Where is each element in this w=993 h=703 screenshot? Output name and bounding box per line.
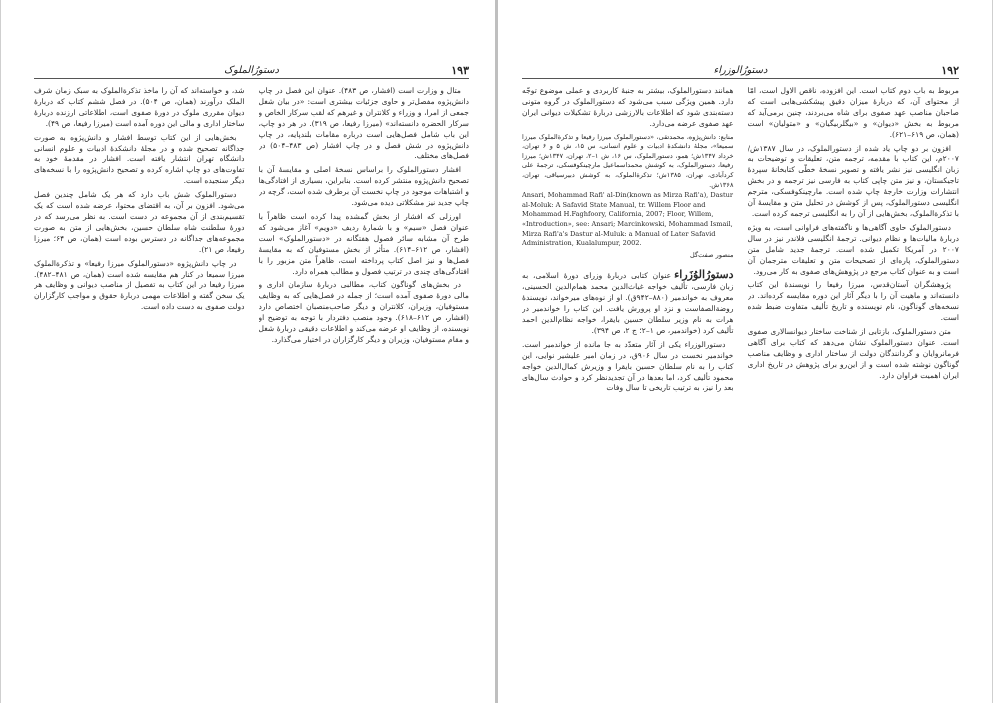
sources-persian — [522, 133, 734, 191]
paragraph: در چاپ دانش‌پژوه «دستورالملوک میرزا رفیعا» و تذکرةالملوک میرزا سمیعا در کنار هم مقایسه شده است (همان، ص ۴۸۱–۴۸۲). میرزا رفیعا در این کتاب به تفصیل از مناصب دیوانی و وظایف هر یک سخن گفته و اطلاعات مهمی دربارهٔ حقوق و مواجب کارگزاران دولت صفوی به دست داده است. — [34, 258, 245, 312]
author-signature-block — [522, 251, 734, 261]
sources-text: Ansari, Mohammad Rafi' al-Din(known as Mirza Rafi'a), Dastur al-Moluk: A Safavid State Manual, tr. Willem Floor and Mohammad H.Faghfoory, California, 2007; Floor, Willem, «Introduction», see: Ansari; Marcinkowski, Mohammad Ismail, Mirza Rafi'a's Dastur al-Muluk: a Manual of Later Safavid Administration, Kualalumpur, 2002. — [522, 191, 733, 248]
text-columns — [522, 86, 959, 681]
entry-heading: دستورُالوُزَراء — [674, 268, 734, 282]
paragraph: اورزلی که افشار از بخش گمشده پیدا کرده است ظاهراً با عنوان فصل «سیم» و با شمارهٔ ردیف «دویم» آغاز می‌شود که طرح آن مشابه سائر فصول هفتگانه در «دستورالملوک» است (افشار، ص ۶۱۲–۶۱۴). متأثر از بخش مستوفیان که به مقایسهٔ فصل‌ها و نیز اصل کتاب پرداخته است، ظاهراً متن مزبور را با افتادگی‌های چندی در ترتیب فصول و مطالب همراه دارد. — [258, 211, 469, 276]
author-signature: منصور صفت‌گل — [690, 250, 734, 259]
sources-english — [522, 191, 734, 249]
column-right — [259, 86, 470, 681]
paragraph: متال و وزارت است (افشار، ص ۴۸۳). عنوان این فصل در چاپ دانش‌پژوه مفصل‌تر و حاوی جزئیات بیشتری است: «در بیان شغل جمعی از امرا، و وزراء و کلانتران و غیرهم که لقب سرکار الخاص و سرکار الحضره دانسته‌اند» (میرزا رفیعا، ص ۳۱۹). در هر دو چاپ، این باب شامل فصل‌هایی است درباره مقامات بلندپایه، در چاپ دانش‌پژوه در شش فصل و در چاپ افشار (ص ۴۸۳–۵۰۴) در فصل‌های مختلف. — [258, 86, 469, 161]
paragraph: دستورالملوک حاوی آگاهی‌ها و ناگفته‌های فراوانی است، به ویژه دربارهٔ مالیات‌ها و نظام دیوانی. ترجمهٔ انگلیسی فلاندر نیز در سال ۲۰۰۷ در آمریکا تکمیل شده است. ترجمهٔ جدید شامل متن دستورالملوک، پاره‌ای از تصحیحات متن و تعلیقات مترجمان آن است و به عنوان کتاب مرجع در پژوهش‌های صفوی به کار می‌رود. — [747, 222, 959, 276]
entry-first-paragraph — [522, 270, 734, 336]
page-number: ۱۹۲ — [941, 64, 959, 77]
entry-text: عنوان کتابی دربارهٔ وزرای دورهٔ اسلامی، به زبان فارسی، تألیف خواجه غیاث‌الدین محمد همام‌الدین الحسینی، معروف به خواندمیر (۸۸۰–۹۴۲ق). او از نوه‌های میرخواند، نویسندهٔ روضةالصفاست و نزد او پرورش یافت. این کتاب را خواندمیر در هرات به نام وزیر سلطان حسین بایقرا، خواجه نظام‌الدین احمد تألیف کرد (خواندمیر، ص ۱–۲؛ ج ۲، ص ۳۹۴). — [522, 271, 734, 335]
paragraph: در بخش‌های گوناگون کتاب، مطالبی دربارهٔ سازمان اداری و مالی دورهٔ صفوی آمده است؛ از جمله در فصل‌هایی که به وظایف مستوفیان، وزیران، کلانتران و دیگر صاحب‌منصبان اختصاص دارد (افشار، ص ۶۱۲–۶۱۸). وجود منصب دفتردار با توجه به توضیح او نویسنده، از وظایف او عرضه می‌کند و اطلاعات دقیقی دربارهٔ شغل و مقام مستوفیان، وزیران و دیگر کارگزاران در اختیار می‌گذارد. — [258, 280, 469, 344]
paragraph: متن دستورالملوک، بازتابی از شناخت ساختار دیوانسالاری صفوی است. عنوان دستورالملوک نشان می‌دهد که کتاب برای آگاهی فرمانروایان و گردانندگان دولت از ساختار اداری و وظایف مناصب گوناگون نوشته شده است و از این‌رو برای پژوهش در تاریخ اداری ایران اهمیت فراوان دارد. — [747, 327, 959, 380]
running-head: دستورُالوزراء — [713, 65, 768, 76]
left-page — [0, 0, 495, 703]
running-head: دستورُالملوک — [224, 65, 279, 76]
text-columns — [34, 86, 469, 681]
new-entry — [522, 270, 734, 394]
page-header — [34, 60, 469, 79]
paragraph: دستورالملوک شش باب دارد که هر یک شامل چندین فصل می‌شود. افزون بر آن، به اقتضای محتوا، عرضه شده است که یک تقسیم‌بندی از آن مجموعه در دست است. به نظر می‌رسد که در دورهٔ سلطنت شاه سلطان حسین، بخش‌هایی از متن به صورت مجموعه‌های جداگانه در دسترس بوده است (همان، ص ۶۴؛ میرزا رفیعا، ص ۲۱). — [34, 190, 245, 254]
sources-text: منابع: دانش‌پژوه، محمدتقی، «دستورالملوک میرزا رفیعا و تذکرةالملوک میرزا سمیعا»، مجلهٔ دانشکدهٔ ادبیات و علوم انسانی، س ۱۵، ش ۵ و ۶ تهران، خرداد ۱۳۴۷ش؛ همو، دستورالملوک، س ۱۶، ش ۱–۲، تهران، ۱۳۴۷ش؛ میرزا رفیعا، دستورالملوک، به کوشش محمداسماعیل مارچینکوفسکی، ترجمهٔ علی کردآبادی، تهران، ۱۳۸۵ش؛ تذکرةالملوک، به کوشش دبیرسیاقی، تهران، ۱۳۶۸ش. — [522, 132, 734, 189]
page-number: ۱۹۳ — [451, 64, 469, 77]
right-page — [498, 0, 993, 703]
paragraph: پژوهشگران آستان‌قدس، میرزا رفیعا را نویسندهٔ این کتاب دانسته‌اند و ماهیت آن را با دیگر آثار این دوره مقایسه کرده‌اند. در نسخه‌های گوناگون، نام نویسنده و تاریخ تألیف متفاوت ضبط شده است. — [747, 280, 959, 323]
paragraph: مربوط به باب دوم کتاب است. این افزوده، ناقص الاول است، امّا از محتوای آن، که دربارهٔ میزان دقیق پیشکشی‌هایی است که صاحبان مناصب عهد صفوی برای شاه می‌بردند، چنین برمی‌آید که مربوط به بخش «دیوان» و «بیگلربیگیان» و «متولیان» است (همان، ص ۶۱۹–۶۲۱). — [747, 86, 959, 139]
paragraph: شد، و خواسته‌اند که آن را ماخذ تذکرةالملوک به سبک زمان شرف الملک درآورند (همان، ص ۵۰۴). در فصل ششم کتاب که دربارهٔ دیوان مقرری ملوک در دورهٔ صفوی است، اطلاعاتی ارزنده دربارهٔ ساختار اداری و مالی این دوره آمده است (میرزا رفیعا، ص ۴۹). — [34, 86, 245, 128]
column-left — [34, 86, 245, 681]
page-edge — [0, 0, 1, 703]
column-left — [522, 86, 734, 681]
paragraph: دستورالوزراء یکی از آثار متعدّد به جا مانده از خواندمیر است. خواندمیر نخست در سال ۹۰۶ق، در زمان امیر علیشیر نوایی، این کتاب را به نام سلطان حسین بایقرا و وزیرش کمال‌الدین خواجه محمود تألیف کرد، اما بعدها در آن تجدیدنظر کرد و حوادث سال‌های بعد را نیز، به ترتیب تاریخی تا سال وفات — [522, 339, 734, 393]
paragraph: همانند دستورالملوک، بیشتر به جنبهٔ کاربردی و عملی موضوع توجّه دارد. همین ویژگی سبب می‌شود که دستورالملوک در گروه متونی دسته‌بندی شود که اطلاعات بالارزشی دربارهٔ تشکیلات دیوانی ایران عهد صفوی عرضه می‌دارد. — [522, 86, 734, 128]
page-header — [522, 60, 959, 79]
column-right — [748, 86, 960, 681]
paragraph: افزون بر دو چاپ یاد شده از دستورالملوک، در سال ۱۳۸۷ش/ ۲۰۰۷م، این کتاب با مقدمه، ترجمه متن، تعلیقات و توضیحات به زبان انگلیسی نیز نشر یافته و تصویر نسخهٔ خطّی کتابخانهٔ سپردهٔ تاجیکستان، و نیز متن چاپی کتاب به فارسی نیز ترجمه و در بخش انتشارات وزارت خارجهٔ چاپ شده است. مارچینکوفسکی، مترجم انگلیسی دستورالملوک، پس از کوشش در تحلیل متن و مقایسهٔ آن با تذکرةالملوک، بخش‌هایی از آن را به انگلیسی ترجمه کرده است. — [747, 143, 959, 218]
paragraph: بخش‌هایی از این کتاب توسط افشار و دانش‌پژوه به صورت جداگانه تصحیح شده و در مجلهٔ دانشکدهٔ ادبیات و علوم انسانی دانشگاه تهران انتشار یافته است. افشار در مقدمهٔ خود به تفاوت‌های دو چاپ اشاره کرده و تصحیح دانش‌پژوه را با نسخه‌های دیگر سنجیده است. — [34, 132, 245, 186]
paragraph: افشار دستورالملوک را براساس نسخهٔ اصلی و مقایسهٔ آن با تصحیح دانش‌پژوه منتشر کرده است. بنابراین، بسیاری از افتادگی‌ها و اشتباهات موجود در چاپ نخست آن برطرف شده است، گرچه در چاپ جدید نیز مشکلاتی دیده می‌شود. — [258, 165, 469, 208]
